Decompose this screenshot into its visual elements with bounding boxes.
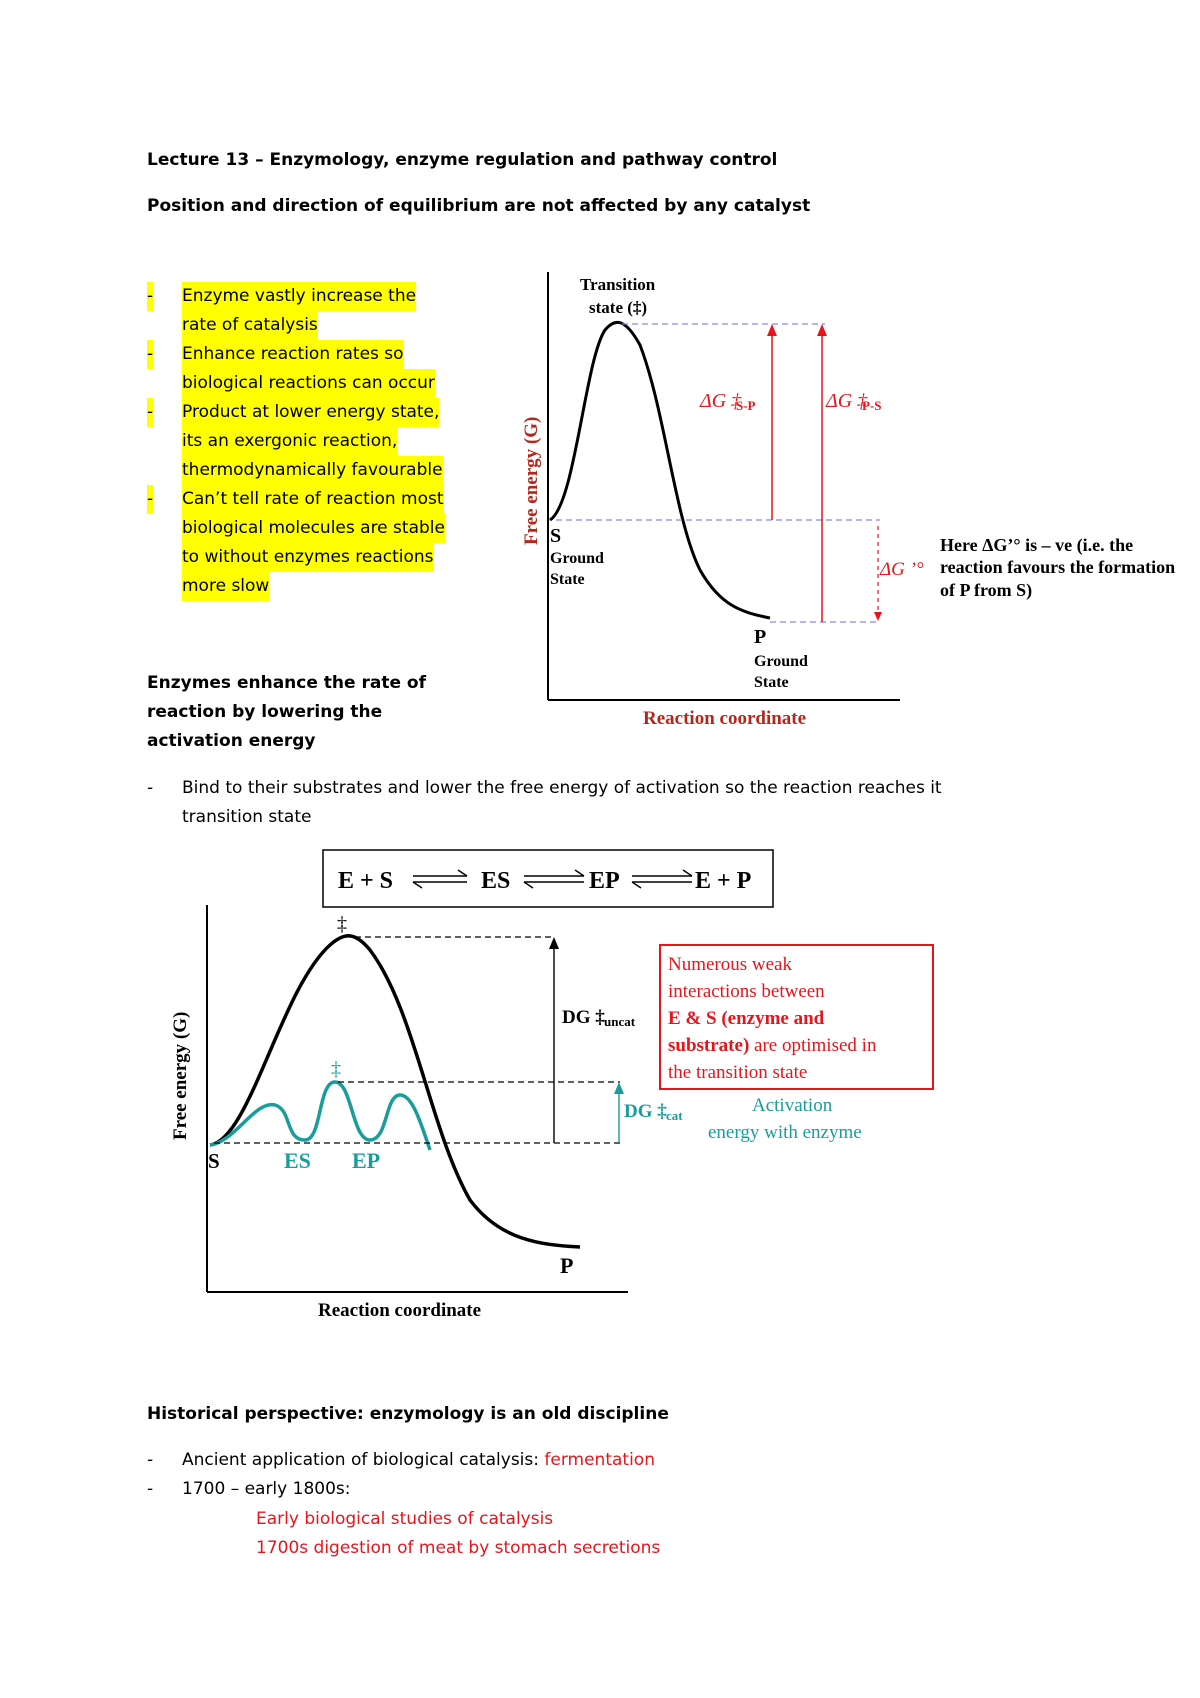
dg-uncat-subscript: uncat [604,1014,636,1029]
dg-uncat-arrowhead [549,937,559,949]
list-item [147,311,467,340]
uncat-dagger: ‡ [337,913,347,935]
note-line-4 [668,1035,877,1056]
section-heading-activation-1: Enzymes enhance the rate of [147,673,426,693]
note-line-4-rest: are optimised in [749,1035,877,1056]
dg0-arrowhead [874,612,882,621]
dg-cat-arrowhead [614,1082,624,1094]
equilibrium-arrows-1 [413,870,467,888]
note-line-3: E & S (enzyme and [668,1008,825,1029]
dg-uncat-label: DG ‡ [562,1007,605,1028]
free-energy-diagram-2 [150,840,950,1340]
history-sub-item-1: Early biological studies of catalysis [256,1509,554,1529]
ep-label: EP [352,1148,381,1173]
dg-ps-label: ΔG ‡ [826,390,868,412]
bullet-dash: - [147,778,154,798]
dg-sp-subscript: S-P [736,398,756,413]
note-line-2: interactions between [668,981,825,1002]
x-axis-label: Reaction coordinate [318,1300,482,1321]
list-item-text: more slow [182,572,269,601]
note-line-2: reaction favours the formation [940,557,1176,577]
section-heading-history: Historical perspective: enzymology is an old discipline [147,1404,669,1424]
note-line-1: Here ΔG’° is – ve (i.e. the [940,535,1134,555]
free-energy-diagram-1 [500,265,1200,745]
note-line-1: Numerous weak [668,954,792,975]
history-sub-item-2: 1700s digestion of meat by stomach secretions [256,1538,661,1558]
bullet-dash: - [147,1479,154,1499]
product-label: P [754,626,767,648]
dg-cat-label: DG ‡ [624,1101,667,1122]
list-item [147,282,467,311]
activation-label-2: energy with enzyme [708,1122,862,1143]
history-bullet-1-text: Ancient application of biological catalysis: [182,1450,545,1470]
list-item [147,485,467,514]
substrate-label: S [550,525,562,547]
bullet-dash: - [147,485,153,514]
equation-e-plus-p: E + P [695,868,752,894]
dg0-label: ΔG ’° [880,559,924,580]
list-item-text: to without enzymes reactions [182,543,434,572]
list-item-text: biological molecules are stable [182,514,445,543]
page-title: Lecture 13 – Enzymology, enzyme regulation and pathway control [147,150,778,170]
highlighted-bullet-list [147,282,467,601]
transition-state-label-2: state (‡) [589,298,648,317]
list-item [147,427,467,456]
x-axis-label: Reaction coordinate [643,708,807,729]
substrate-ground-label: Ground [550,550,604,567]
list-item-text: Enhance reaction rates so [182,340,404,369]
uncatalysed-curve [210,936,580,1247]
list-item-text: Enzyme vastly increase the [182,282,416,311]
cat-dagger: ‡ [331,1058,341,1080]
history-bullet-1 [182,1446,655,1475]
dg-cat-subscript: cat [666,1108,683,1123]
bullet-dash: - [147,340,153,369]
section-heading-equilibrium: Position and direction of equilibrium are not affected by any catalyst [147,196,811,216]
section-heading-activation-2: reaction by lowering the [147,702,383,722]
equation-es: ES [481,868,511,894]
history-bullet-1-highlight: fermentation [544,1450,655,1470]
substrate-label: S [208,1149,220,1173]
note-line-3: of P from S) [940,580,1033,600]
equilibrium-arrows-3 [632,870,692,888]
list-item-text: Can’t tell rate of reaction most [182,485,444,514]
bullet-dash: - [147,282,153,311]
dg-ps-subscript: P-S [862,398,882,413]
history-bullet-2: 1700 – early 1800s: [182,1479,351,1499]
equation-e-plus-s: E + S [338,868,394,894]
bullet-dash: - [147,398,153,427]
list-item [147,456,467,485]
transition-state-label: Transition [580,275,656,294]
dg-sp-arrowhead [767,324,777,336]
activation-label-1: Activation [752,1095,833,1116]
dg-sp-label: ΔG ‡ [700,390,742,412]
bullet-binding-line-1: Bind to their substrates and lower the free energy of activation so the reaction reaches it [182,778,942,798]
y-axis-label: Free energy (G) [521,416,542,545]
bullet-binding-line-2: transition state [182,807,312,827]
substrate-state-label: State [550,571,585,588]
equation-ep: EP [589,868,620,894]
list-item [147,514,467,543]
list-item [147,543,467,572]
equilibrium-arrows-2 [524,870,584,888]
list-item-text: rate of catalysis [182,311,318,340]
list-item-text: thermodynamically favourable [182,456,443,485]
list-item [147,572,467,601]
product-ground-label: Ground [754,653,808,670]
list-item [147,398,467,427]
note-line-5: the transition state [668,1062,808,1083]
bullet-dash: - [147,1450,154,1470]
section-heading-activation-3: activation energy [147,731,316,751]
list-item-text: Product at lower energy state, [182,398,439,427]
list-item [147,340,467,369]
y-axis-label: Free energy (G) [170,1011,191,1140]
catalysed-curve [210,1082,430,1150]
product-state-label: State [754,674,789,691]
dg-ps-arrowhead [817,324,827,336]
list-item-text: biological reactions can occur [182,369,435,398]
es-label: ES [284,1148,311,1173]
list-item [147,369,467,398]
list-item-text: its an exergonic reaction, [182,427,397,456]
product-label: P [560,1253,574,1278]
note-line-4-bold: substrate) [668,1035,750,1056]
